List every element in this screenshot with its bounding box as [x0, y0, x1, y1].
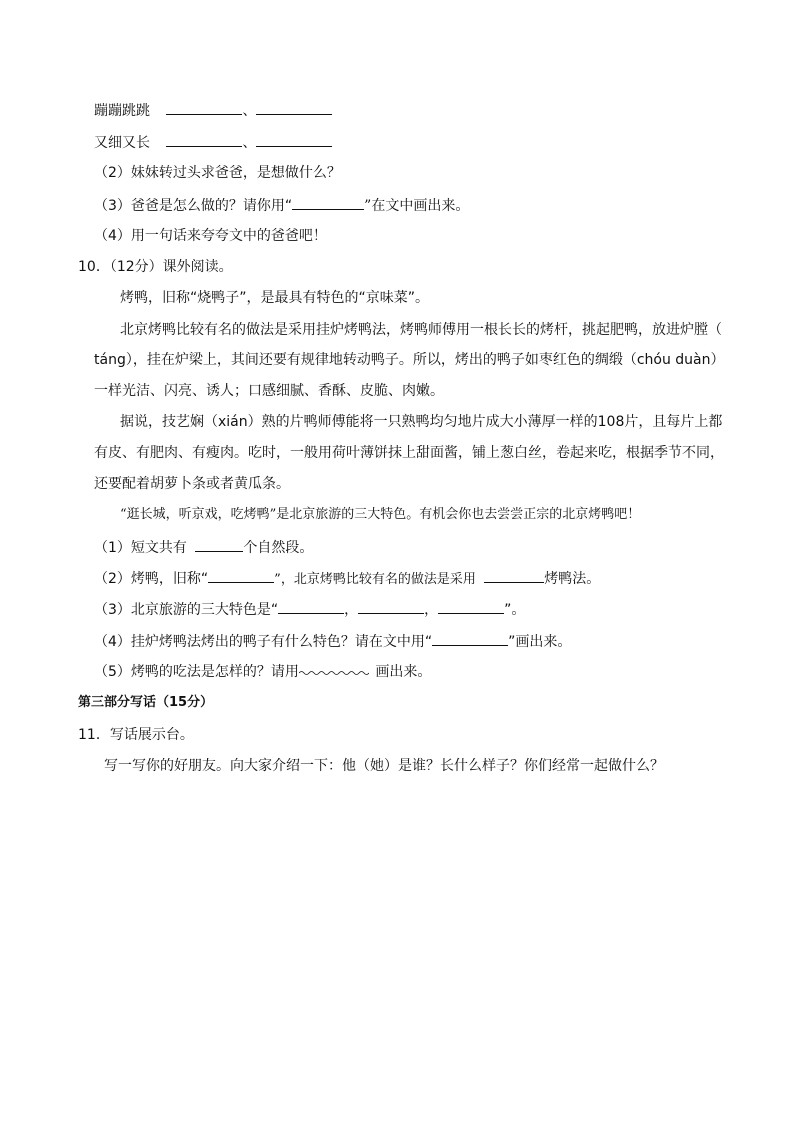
q10-subquestion-5: （5）烤鸭的吃法是怎样的？请用 画出来。 [94, 664, 432, 680]
q9-subquestion-2: （2）妹妹转过头求爸爸，是想做什么？ [94, 165, 341, 181]
answer-blank[interactable] [208, 568, 274, 583]
word-row-1 [94, 100, 332, 121]
answer-blank[interactable] [292, 195, 364, 210]
passage-paragraph: 据说，技艺娴（xián）熟的片鸭师傅能将一只熟鸭均匀地片成大小薄厚一样的108片，且每片上都 [120, 414, 723, 430]
passage-paragraph: 北京烤鸭比较有名的做法是采用挂炉烤鸭法，烤鸭师傅用一根长长的烤杆，挑起肥鸭，放进炉膛（ [120, 322, 722, 338]
q10-subquestion-3: （3）北京旅游的三大特色是“ ， ， ”。 [94, 599, 525, 620]
answer-blank[interactable] [256, 100, 332, 115]
passage-paragraph-cont: 一样光洁、闪亮、诱人；口感细腻、香酥、皮脆、肉嫩。 [94, 383, 444, 399]
word-label: 又细又长 [94, 135, 150, 151]
q10-subquestion-4: （4）挂炉烤鸭法烤出的鸭子有什么特色？请在文中用“ ”画出来。 [94, 631, 571, 652]
passage-paragraph-cont: 有皮、有肥肉、有瘦肉。吃时，一般用荷叶薄饼抹上甜面酱，铺上葱白丝，卷起来吃，根据季节不同， [94, 445, 724, 461]
answer-blank[interactable] [432, 631, 508, 646]
q9-subquestion-4: （4）用一句话来夸夸文中的爸爸吧！ [94, 228, 327, 244]
passage-paragraph-cont: 还要配着胡萝卜条或者黄瓜条。 [94, 476, 290, 492]
passage-paragraph-cont: táng），挂在炉梁上，其间还要有规律地转动鸭子。所以，烤出的鸭子如枣红色的绸缎（chóu duàn） [94, 352, 725, 368]
q10-subquestion-1: （1）短文共有 个自然段。 [94, 537, 313, 558]
q10-heading: 10．（12分）课外阅读。 [78, 259, 233, 275]
answer-blank[interactable] [484, 568, 544, 583]
answer-blank[interactable] [166, 132, 242, 147]
answer-blank[interactable] [195, 537, 243, 552]
passage-paragraph: “逛长城，听京戏，吃烤鸭”是北京旅游的三大特色。有机会你也去尝尝正宗的北京烤鸭吧！ [120, 507, 641, 522]
answer-blank[interactable] [256, 132, 332, 147]
separator: 、 [242, 135, 257, 151]
answer-blank[interactable] [358, 599, 424, 614]
answer-blank[interactable] [166, 100, 242, 115]
answer-blank[interactable] [278, 599, 344, 614]
writing-prompt: 写一写你的好朋友。向大家介绍一下：他（她）是谁？长什么样子？你们经常一起做什么？ [104, 758, 664, 774]
answer-blank[interactable] [438, 599, 504, 614]
q11-heading: 11．写话展示台。 [78, 727, 194, 743]
q9-subquestion-3: （3）爸爸是怎么做的？请你用“ ”在文中画出来。 [94, 195, 469, 216]
part3-heading: 第三部分写话（15分） [78, 695, 214, 710]
q10-subquestion-2: （2）烤鸭，旧称“ ”，北京烤鸭比较有名的做法是采用 烤鸭法。 [94, 568, 600, 590]
wavy-underline-icon [299, 666, 369, 676]
word-label: 蹦蹦跳跳 [94, 103, 150, 119]
word-row-2 [94, 132, 332, 153]
separator: 、 [242, 103, 257, 119]
passage-paragraph: 烤鸭，旧称“烧鸭子”，是最具有特色的“京味菜”。 [120, 290, 430, 306]
